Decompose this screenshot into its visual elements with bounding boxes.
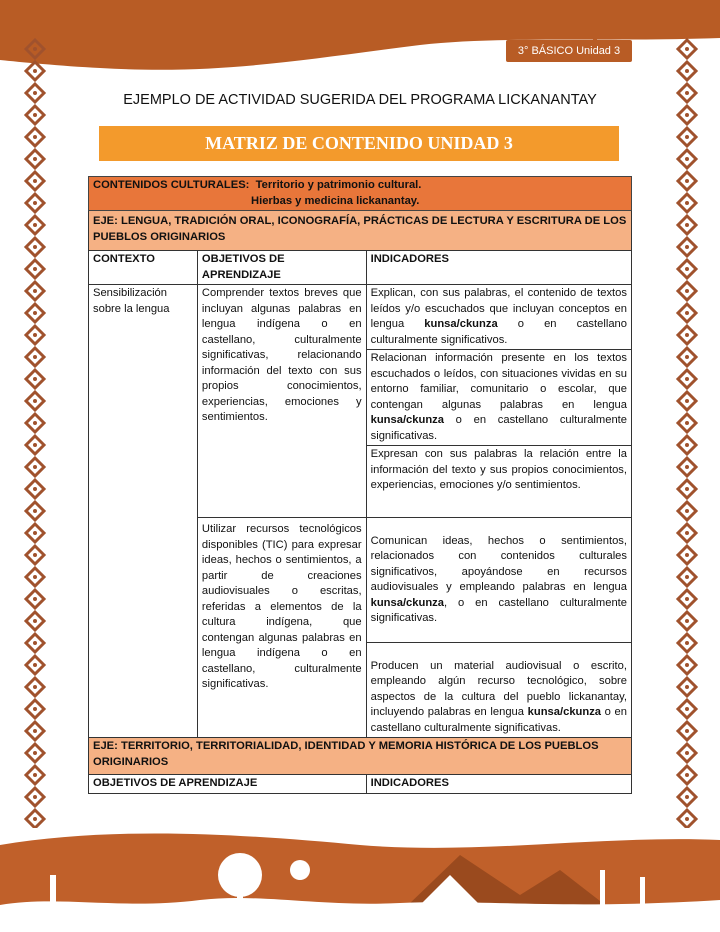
page-title: MATRIZ DE CONTENIDO UNIDAD 3 <box>99 126 619 161</box>
objetivo-cell: Utilizar recursos tecnológicos disponibles (TIC) para expresar ideas, hechos o sentimientos, a partir de creaciones audiovisuales o escritas, referidas a elementos de la cultura indígena, que contengan algunas palabras en lengua indígena o en castellano, culturalmente significativas. <box>197 518 366 738</box>
column-header-row <box>89 775 632 794</box>
objetivo-cell: Comprender textos breves que incluyan algunas palabras en lengua indígena o en castellano, culturalmente significativas, relacionando información del texto con sus propios conocimientos, experiencias, emociones y sentimientos. <box>197 285 366 518</box>
page-subtitle: EJEMPLO DE ACTIVIDAD SUGERIDA DEL PROGRAMA LICKANANTAY <box>123 92 597 108</box>
content-matrix <box>88 176 632 794</box>
eje-heading: EJE: LENGUA, TRADICIÓN ORAL, ICONOGRAFÍA, PRÁCTICAS DE LECTURA Y ESCRITURA DE LOS PUEBLOS ORIGINARIOS <box>89 211 632 251</box>
indicador-cell: Expresan con sus palabras la relación entre la información del texto y sus propios conocimientos, experiencias, emociones y/o sentimientos. <box>366 446 631 518</box>
cultural-content-row <box>89 177 632 211</box>
cultural-label: CONTENIDOS CULTURALES: <box>93 179 250 191</box>
col-header: INDICADORES <box>366 251 631 285</box>
eje-heading: EJE: TERRITORIO, TERRITORIALIDAD, IDENTIDAD Y MEMORIA HISTÓRICA DE LOS PUEBLOS ORIGINARIOS <box>89 738 632 775</box>
left-decorative-border <box>22 38 48 828</box>
indicador-cell: Relacionan información presente en los textos escuchados o leídos, con situaciones vividas en su entorno familiar, comunitario o escolar, que contengan algunas palabras en lengua kunsa/ckunza o en castellano culturalmente significativas. <box>366 350 631 446</box>
indicador-cell: Explican, con sus palabras, el contenido de textos leídos y/o escuchados que incluyan conceptos en lengua kunsa/ckunza o en castellano culturalmente significativos. <box>366 285 631 350</box>
eje-row <box>89 738 632 775</box>
column-header-row <box>89 251 632 285</box>
col-header: CONTEXTO <box>89 251 198 285</box>
cultural-item: Hierbas y medicina lickanantay. <box>251 194 420 207</box>
indicador-cell: Comunican ideas, hechos o sentimientos, relacionados con contenidos culturales significativos, apoyándose en recursos audiovisuales y empleando palabras en lengua kunsa/ckunza, o en castellano culturalmente significativas. <box>366 518 631 643</box>
footer-landscape-illustration <box>0 815 720 932</box>
col-header: OBJETIVOS DE APRENDIZAJE <box>89 775 367 794</box>
indicador-cell: Producen un material audiovisual o escrito, empleando algún recurso tecnológico, sobre aspectos de la cultura del pueblo lickanantay, incluyendo palabras en lengua kunsa/ckunza o en castellano culturalmente significativas. <box>366 643 631 738</box>
table-row <box>89 285 632 350</box>
col-header: INDICADORES <box>366 775 631 794</box>
grade-badge: 3° BÁSICO Unidad 3 <box>506 40 632 62</box>
right-decorative-border <box>674 38 700 828</box>
contexto-cell: Sensibilización sobre la lengua <box>89 285 198 738</box>
eje-row <box>89 211 632 251</box>
cultural-item: Territorio y patrimonio cultural. <box>255 179 422 191</box>
col-header: OBJETIVOS DE APRENDIZAJE <box>197 251 366 285</box>
